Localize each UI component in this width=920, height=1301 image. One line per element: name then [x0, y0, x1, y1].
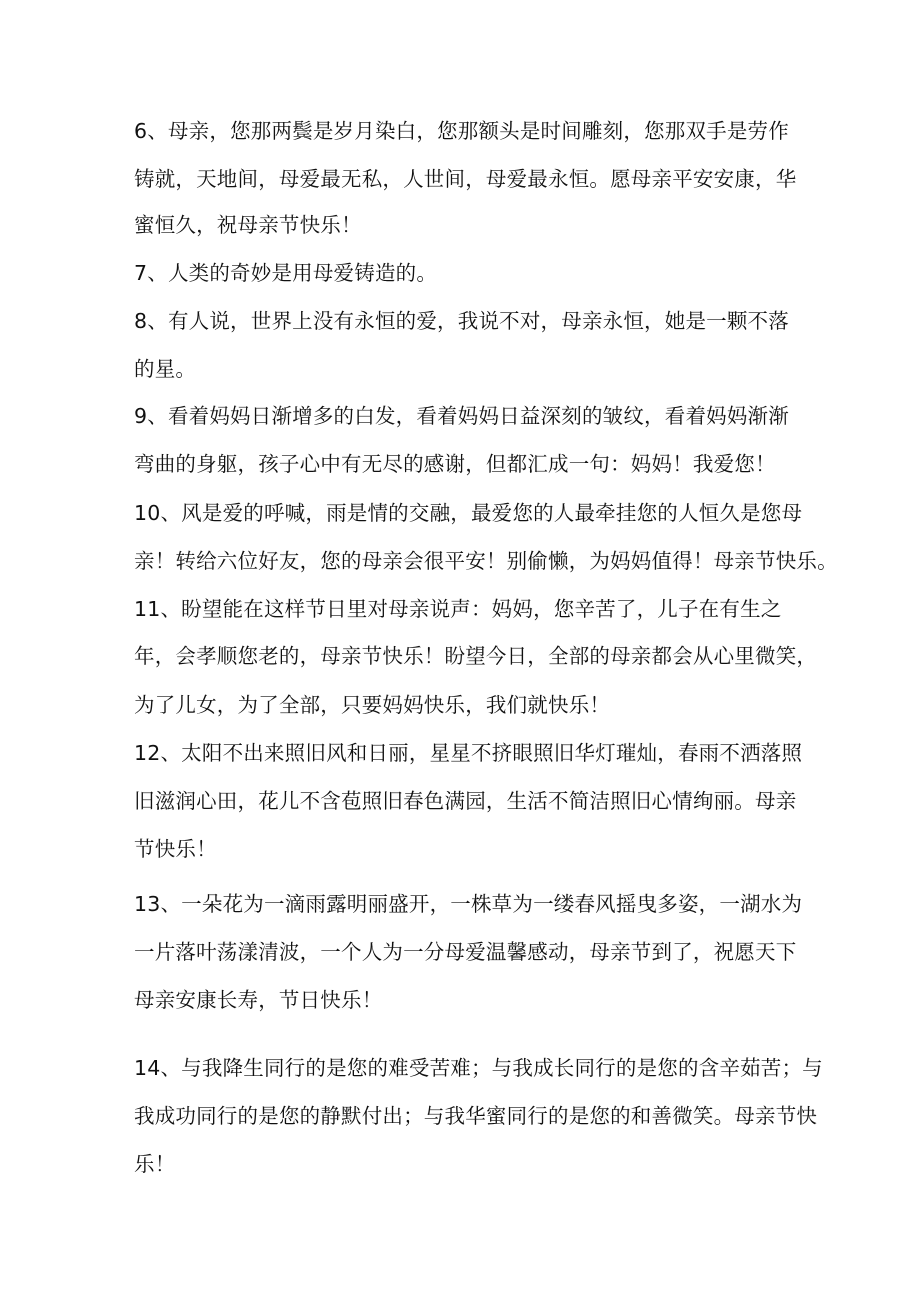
text-line: 13、一朵花为一滴雨露明丽盛开，一株草为一缕春风摇曳多姿，一湖水为: [134, 892, 803, 916]
text-line: 8、有人说，世界上没有永恒的爱，我说不对，母亲永恒，她是一颗不落: [134, 309, 789, 333]
text-line: 10、风是爱的呼喊，雨是情的交融，最爱您的人最牵挂您的人恒久是您母: [134, 501, 803, 525]
text-line: 11、盼望能在这样节日里对母亲说声：妈妈，您辛苦了，儿子在有生之: [134, 597, 782, 621]
text-line: 14、与我降生同行的是您的难受苦难；与我成长同行的是您的含辛茹苦；与: [134, 1056, 823, 1080]
text-line: 亲！转给六位好友，您的母亲会很平安！别偷懒，为妈妈值得！母亲节快乐。: [134, 549, 838, 573]
text-line: 9、看着妈妈日渐增多的白发，看着妈妈日益深刻的皱纹，看着妈妈渐渐: [134, 404, 789, 428]
text-line: 的星。: [134, 357, 197, 381]
text-line: 节快乐！: [134, 837, 217, 861]
text-line: 乐！: [134, 1152, 176, 1176]
text-line: 蜜恒久，祝母亲节快乐！: [134, 213, 362, 237]
text-line: 弯曲的身躯，孩子心中有无尽的感谢，但都汇成一句：妈妈！我爱您！: [134, 452, 776, 476]
text-line: 为了儿女，为了全部，只要妈妈快乐，我们就快乐！: [134, 693, 611, 717]
text-line: 年，会孝顺您老的，母亲节快乐！盼望今日，全部的母亲都会从心里微笑，: [134, 644, 818, 668]
text-line: 一片落叶荡漾清波，一个人为一分母爱温馨感动，母亲节到了，祝愿天下: [134, 940, 797, 964]
text-line: 铸就，天地间，母爱最无私，人世间，母爱最永恒。愿母亲平安安康，华: [134, 167, 797, 191]
text-line: 6、母亲，您那两鬓是岁月染白，您那额头是时间雕刻，您那双手是劳作: [134, 119, 789, 143]
text-line: 7、人类的奇妙是用母爱铸造的。: [134, 261, 438, 285]
text-line: 母亲安康长寿，节日快乐！: [134, 988, 383, 1012]
text-line: 我成功同行的是您的静默付出；与我华蜜同行的是您的和善微笑。母亲节快: [134, 1104, 818, 1128]
text-line: 旧滋润心田，花儿不含苞照旧春色满园，生活不简洁照旧心情绚丽。母亲: [134, 789, 797, 813]
text-line: 12、太阳不出来照旧风和日丽，星星不挤眼照旧华灯璀灿，春雨不洒落照: [134, 741, 803, 765]
